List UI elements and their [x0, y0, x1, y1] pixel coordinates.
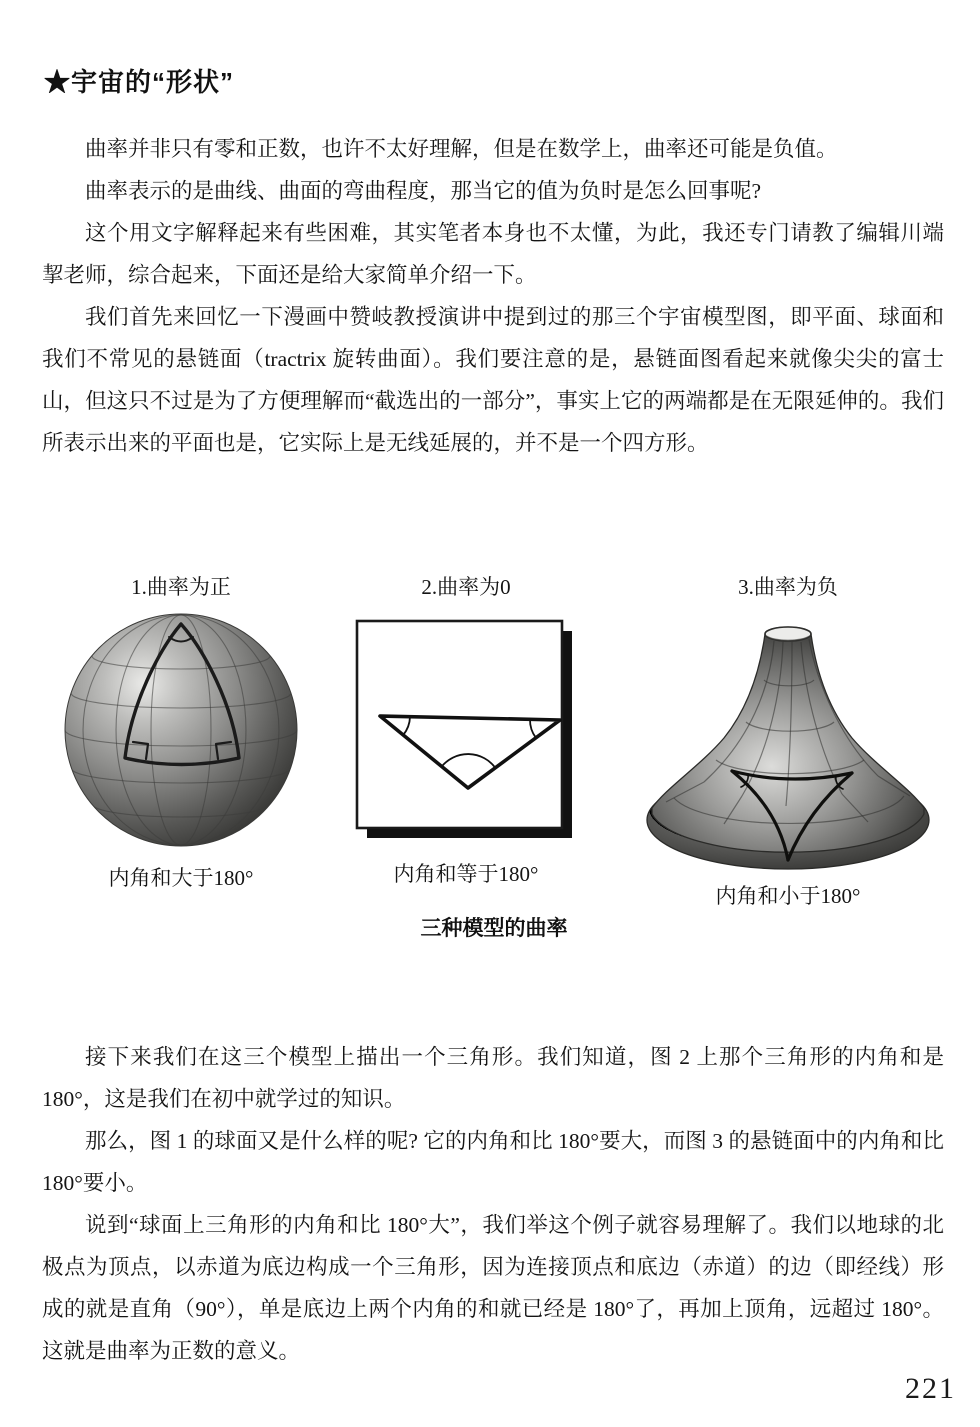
figure-sublabel: 内角和小于180°	[715, 884, 861, 908]
page-number: 221	[905, 1372, 956, 1405]
paragraph: 这个用文字解释起来有些困难，其实笔者本身也不太懂，为此，我还专门请教了编辑川端挈老师，综合起来，下面还是给大家简单介绍一下。	[42, 221, 944, 287]
page-title: ★宇宙的“形状”	[44, 67, 235, 97]
paragraph: 说到“球面上三角形的内角和比 180°大”，我们举这个例子就容易理解了。我们以地球的北极点为顶点，以赤道为底边构成一个三角形，因为连接顶点和底边（赤道）的边（即经线）形成的就是直角（90°），单是底边上两个内角的和就已经是 180°了，再加上顶角，远超过 180°。这就是曲率为正数的意义。	[42, 1213, 944, 1363]
paragraph: 曲率表示的是曲线、曲面的弯曲程度，那当它的值为负时是怎么回事呢?	[85, 179, 762, 203]
top-opening	[765, 627, 811, 641]
paragraph: 那么，图 1 的球面又是什么样的呢? 它的内角和比 180°要大，而图 3 的悬链面中的内角和比 180°要小。	[42, 1129, 944, 1195]
lower-text-block	[42, 1036, 944, 1372]
figure-label: 1.曲率为正	[131, 575, 231, 599]
figure-sublabel: 内角和大于180°	[108, 866, 254, 890]
figure-zero-curvature	[346, 572, 586, 888]
sphere-figure	[61, 608, 301, 852]
figure-positive-curvature	[56, 572, 306, 892]
figure-negative-curvature	[623, 572, 953, 910]
figure-sublabel: 内角和等于180°	[393, 862, 539, 886]
paragraph: 曲率并非只有零和正数，也许不太好理解，但是在数学上，曲率还可能是负值。	[85, 137, 838, 161]
figure-caption: 三种模型的曲率	[420, 917, 568, 940]
figure-label: 2.曲率为0	[421, 575, 511, 599]
plane-figure	[350, 616, 582, 848]
upper-text-block	[42, 128, 944, 464]
paragraph: 我们首先来回忆一下漫画中赞岐教授演讲中提到过的那三个宇宙模型图，即平面、球面和我们不常见的悬链面（tractrix 旋转曲面）。我们要注意的是，悬链面图看起来就像尖尖的富士山，但这只不过是为了方便理解而“截选出的一部分”，事实上它的两端都是在无限延伸的。我们所表示出来的平面也是，它实际上是无线延展的，并不是一个四方形。	[42, 305, 944, 455]
figure-label: 3.曲率为负	[738, 575, 838, 599]
figure-row	[38, 572, 950, 940]
tractrix-figure	[628, 608, 948, 876]
paragraph: 接下来我们在这三个模型上描出一个三角形。我们知道，图 2 上那个三角形的内角和是 180°，这是我们在初中就学过的知识。	[42, 1045, 944, 1111]
funnel-body	[652, 627, 924, 852]
